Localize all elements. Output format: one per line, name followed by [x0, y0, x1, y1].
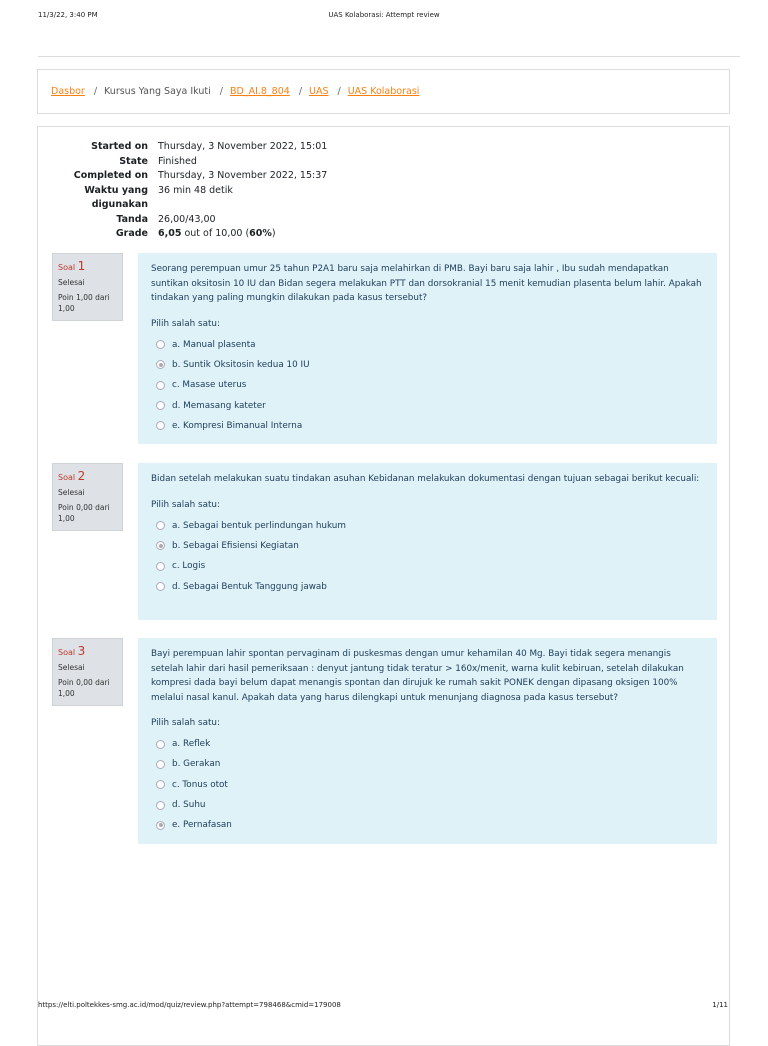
summary-label: Grade	[115, 228, 148, 239]
question-status: Selesai	[58, 278, 85, 287]
summary-value: Finished	[158, 155, 197, 167]
summary-row	[40, 227, 408, 242]
summary-row	[40, 169, 408, 184]
page-number: 1/11	[712, 1001, 728, 1009]
answer-option[interactable]	[151, 536, 704, 556]
radio-button[interactable]	[156, 801, 165, 810]
question-content	[138, 463, 717, 620]
answer-option[interactable]	[151, 375, 704, 395]
divider	[38, 56, 740, 57]
radio-button[interactable]	[156, 780, 165, 789]
radio-button[interactable]	[156, 521, 165, 530]
question-info	[52, 253, 123, 321]
answer-options	[151, 335, 704, 436]
breadcrumb-separator: /	[337, 86, 341, 97]
answer-option-label: e. Pernafasan	[172, 820, 232, 831]
breadcrumb	[37, 69, 730, 114]
answer-option[interactable]	[151, 734, 704, 754]
question-status: Selesai	[58, 663, 85, 672]
summary-value: Thursday, 3 November 2022, 15:37	[158, 170, 328, 181]
grade-score: 6,05	[158, 228, 182, 239]
question-status: Selesai	[58, 488, 85, 497]
answer-option[interactable]	[151, 775, 704, 795]
question-number	[58, 469, 117, 483]
soal-number: 3	[77, 644, 86, 658]
answer-option-label: b. Suntik Oksitosin kedua 10 IU	[172, 359, 310, 370]
grade-close: )	[271, 228, 276, 239]
soal-label: Soal	[58, 473, 76, 482]
question-number	[58, 644, 117, 658]
soal-label: Soal	[58, 648, 76, 657]
summary-label: Tanda	[116, 213, 148, 225]
summary-label: Started on	[91, 141, 148, 152]
summary-row	[40, 140, 408, 155]
question-points: Poin 0,00 dari 1,00	[58, 678, 110, 698]
question-content	[138, 638, 717, 844]
grade-percent: 60%	[249, 228, 272, 239]
breadcrumb-uas[interactable]: UAS	[309, 86, 329, 97]
summary-value: 36 min 48 detik	[158, 184, 233, 196]
summary-value: 26,00/43,00	[158, 213, 216, 225]
answer-option[interactable]	[151, 416, 704, 436]
summary-label: Completed on	[73, 170, 148, 181]
radio-button[interactable]	[156, 381, 165, 390]
soal-number: 1	[77, 259, 86, 273]
answer-option-label: d. Sebagai Bentuk Tanggung jawab	[172, 581, 327, 592]
breadcrumb-uas-kolaborasi[interactable]: UAS Kolaborasi	[347, 86, 420, 97]
answer-prompt: Pilih salah satu:	[151, 499, 220, 510]
radio-button[interactable]	[156, 760, 165, 769]
breadcrumb-separator: /	[219, 86, 223, 97]
answer-option-label: d. Memasang kateter	[172, 400, 266, 411]
answer-options	[151, 734, 704, 835]
radio-button[interactable]	[156, 562, 165, 571]
question-points: Poin 1,00 dari 1,00	[58, 293, 110, 313]
question-info	[52, 638, 123, 706]
answer-option[interactable]	[151, 516, 704, 536]
grade-value	[158, 227, 408, 242]
answer-option-label: b. Gerakan	[172, 759, 221, 770]
summary-row	[40, 213, 408, 228]
answer-options	[151, 516, 704, 597]
answer-option[interactable]	[151, 795, 704, 815]
question-content	[138, 253, 717, 444]
answer-option-label: c. Masase uterus	[172, 380, 247, 391]
breadcrumb-kursus: Kursus Yang Saya Ikuti	[104, 86, 211, 97]
attempt-summary	[40, 140, 408, 242]
answer-option[interactable]	[151, 754, 704, 774]
question-text: Bidan setelah melakukan suatu tindakan asuhan Kebidanan melakukan dokumentasi dengan tujuan sebagai berikut kecuali:	[151, 474, 700, 484]
print-title: UAS Kolaborasi: Attempt review	[328, 11, 440, 19]
question-text: Seorang perempuan umur 25 tahun P2A1 baru saja melahirkan di PMB. Bayi baru saja lahir , Ibu sudah mendapatkan suntikan oksitosin 10 IU dan Bidan segera melakukan PTT dan dorsokranial 15 menit kemudian plasenta belum lahir. Apakah tindakan yang paling mungkin dilakukan pada kasus tersebut?	[151, 264, 702, 303]
radio-button[interactable]	[156, 541, 165, 550]
soal-number: 2	[77, 469, 86, 483]
summary-label: Waktu yang digunakan	[84, 184, 148, 210]
radio-button[interactable]	[156, 360, 165, 369]
summary-row	[40, 155, 408, 170]
question-number	[58, 259, 117, 273]
question-info	[52, 463, 123, 531]
print-date: 11/3/22, 3:40 PM	[38, 11, 98, 19]
answer-option-label: a. Reflek	[172, 739, 211, 750]
answer-option-label: c. Logis	[172, 561, 206, 572]
radio-button[interactable]	[156, 740, 165, 749]
answer-option[interactable]	[151, 556, 704, 576]
answer-option[interactable]	[151, 815, 704, 835]
answer-option-label: c. Tonus otot	[172, 779, 228, 790]
summary-value: Thursday, 3 November 2022, 15:01	[158, 141, 328, 152]
summary-row	[40, 184, 408, 213]
soal-label: Soal	[58, 263, 76, 272]
answer-prompt: Pilih salah satu:	[151, 318, 220, 329]
answer-option-label: a. Sebagai bentuk perlindungan hukum	[172, 520, 346, 531]
print-url: https://elti.poltekkes-smg.ac.id/mod/quiz/review.php?attempt=798468&cmid=179008	[38, 1001, 341, 1009]
breadcrumb-separator: /	[298, 86, 303, 97]
answer-option-label: e. Kompresi Bimanual Interna	[172, 420, 303, 431]
radio-button[interactable]	[156, 401, 165, 410]
radio-button[interactable]	[156, 821, 165, 830]
radio-button[interactable]	[156, 582, 165, 591]
answer-option-label: a. Manual plasenta	[172, 339, 256, 350]
question-text: Bayi perempuan lahir spontan pervaginam di puskesmas dengan umur kehamilan 40 Mg. Bayi tidak segera menangis setelah lahir dari hasil pemeriksaan : denyut jantung tidak teratur > 160x/menit, warna kulit kebiruan, setelah dilakukan kompresi dada bayi belum dapat menangis spontan dan dirujuk ke rumah sakit PONEK dengan dipasang oksigen 100% melalui nasal kanul. Apakah data yang harus dilengkapi untuk menunjang diagnosa pada kasus tersebut?	[151, 649, 684, 703]
answer-prompt: Pilih salah satu:	[151, 718, 220, 728]
answer-option-label: b. Sebagai Efisiensi Kegiatan	[172, 540, 299, 551]
answer-option[interactable]	[151, 335, 704, 355]
grade-out-of: out of 10,00 (	[181, 228, 250, 239]
radio-button[interactable]	[156, 421, 165, 430]
summary-label: State	[119, 155, 148, 167]
breadcrumb-separator: /	[93, 86, 98, 97]
question-points: Poin 0,00 dari 1,00	[58, 503, 110, 523]
answer-option[interactable]	[151, 355, 704, 375]
radio-button[interactable]	[156, 340, 165, 349]
answer-option[interactable]	[151, 576, 704, 596]
answer-option[interactable]	[151, 395, 704, 415]
breadcrumb-course[interactable]: BD_AI.8_804	[229, 86, 290, 97]
answer-option-label: d. Suhu	[172, 800, 206, 811]
breadcrumb-dasbor[interactable]: Dasbor	[51, 86, 85, 97]
